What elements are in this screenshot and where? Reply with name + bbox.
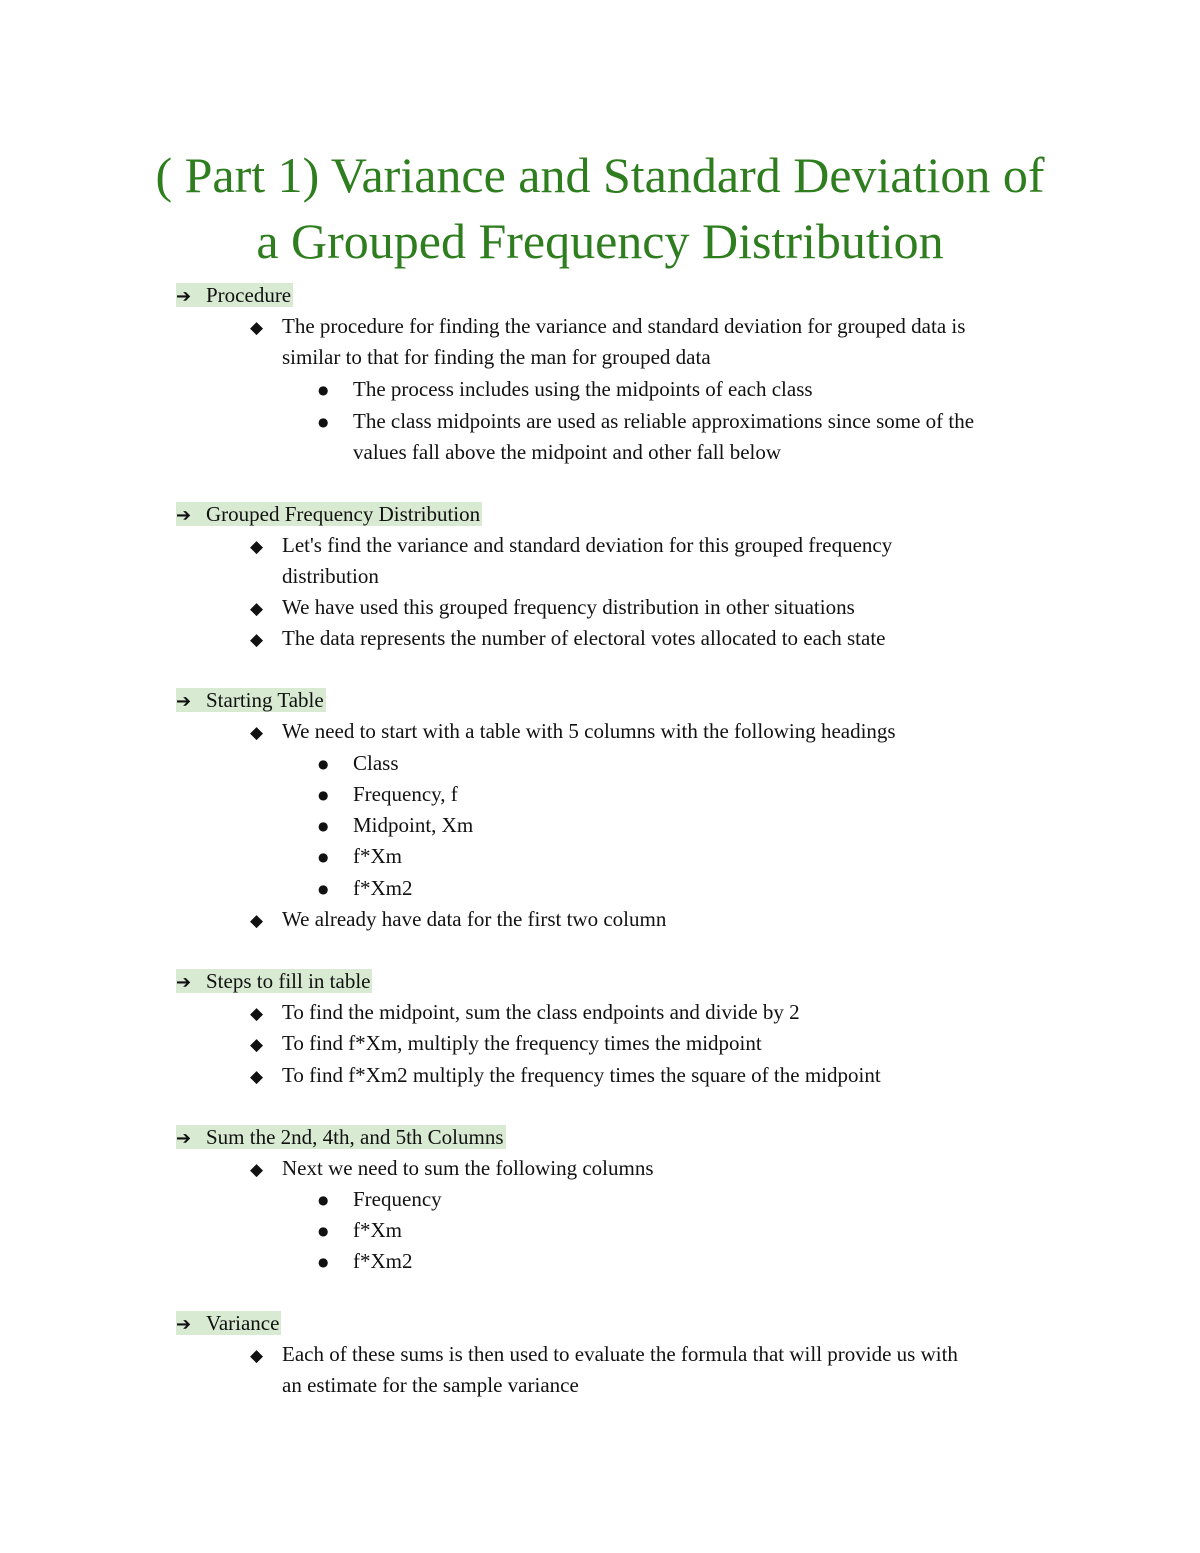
list-item: ◆ The procedure for finding the variance and standard deviation for grouped data is: [250, 311, 965, 344]
dot-bullet-icon: ●: [318, 1193, 329, 1207]
list-item: ◆ We already have data for the first two column: [250, 904, 666, 937]
dot-bullet-icon: ●: [318, 788, 329, 802]
dot-bullet-icon: ●: [318, 819, 329, 833]
diamond-bullet-icon: ◆: [250, 1035, 264, 1055]
title-line-2: a Grouped Frequency Distribution: [256, 213, 944, 269]
heading-starting-table: ➔ Starting Table: [176, 685, 326, 717]
dot-bullet-icon: ●: [318, 882, 329, 896]
list-item: ◆ To find the midpoint, sum the class endpoints and divide by 2: [250, 997, 800, 1030]
dot-bullet-icon: ●: [318, 1255, 329, 1269]
diamond-bullet-icon: ◆: [250, 1067, 264, 1087]
arrow-icon: ➔: [176, 505, 192, 526]
heading-steps: ➔ Steps to fill in table: [176, 966, 372, 998]
heading-sum-columns: ➔ Sum the 2nd, 4th, and 5th Columns: [176, 1122, 506, 1154]
list-item: ◆ To find f*Xm2 multiply the frequency times the square of the midpoint: [250, 1060, 881, 1093]
arrow-icon: ➔: [176, 286, 192, 307]
sub-list-item: ● f*Xm2: [318, 873, 413, 907]
sub-list-item: ● f*Xm: [318, 841, 402, 875]
list-item: ◆ Next we need to sum the following columns: [250, 1153, 654, 1186]
arrow-icon: ➔: [176, 691, 192, 712]
arrow-icon: ➔: [176, 1128, 192, 1149]
page-title: [100, 142, 1100, 274]
sub-list-item: ● Class: [318, 748, 399, 782]
list-item-continuation: similar to that for finding the man for grouped data: [282, 345, 711, 369]
heading-procedure: ➔ Procedure: [176, 280, 293, 312]
list-item: ◆ The data represents the number of electoral votes allocated to each state: [250, 623, 885, 656]
sub-list-item: ● f*Xm: [318, 1215, 402, 1249]
sub-list-item: ● Frequency: [318, 1184, 442, 1218]
title-line-1: ( Part 1) Variance and Standard Deviation of: [155, 147, 1045, 203]
sub-list-item: ● Frequency, f: [318, 779, 458, 813]
diamond-bullet-icon: ◆: [250, 537, 264, 557]
diamond-bullet-icon: ◆: [250, 1346, 264, 1366]
arrow-icon: ➔: [176, 1314, 192, 1335]
arrow-icon: ➔: [176, 972, 192, 993]
diamond-bullet-icon: ◆: [250, 723, 264, 743]
dot-bullet-icon: ●: [318, 757, 329, 771]
list-item: ◆ Let's find the variance and standard deviation for this grouped frequency: [250, 530, 892, 563]
dot-bullet-icon: ●: [318, 1224, 329, 1238]
sub-list-item-continuation: values fall above the midpoint and other fall below: [353, 440, 782, 464]
list-item-continuation: distribution: [282, 564, 379, 588]
diamond-bullet-icon: ◆: [250, 1160, 264, 1180]
heading-grouped-frequency: ➔ Grouped Frequency Distribution: [176, 499, 482, 531]
diamond-bullet-icon: ◆: [250, 599, 264, 619]
heading-variance: ➔ Variance: [176, 1308, 281, 1340]
dot-bullet-icon: ●: [318, 383, 329, 397]
sub-list-item: ● Midpoint, Xm: [318, 810, 473, 844]
list-item-continuation: an estimate for the sample variance: [282, 1373, 579, 1397]
sub-list-item: ● f*Xm2: [318, 1246, 413, 1280]
list-item: ◆ Each of these sums is then used to evaluate the formula that will provide us with: [250, 1339, 958, 1372]
diamond-bullet-icon: ◆: [250, 911, 264, 931]
sub-list-item: ● The class midpoints are used as reliable approximations since some of the: [318, 406, 974, 440]
dot-bullet-icon: ●: [318, 415, 329, 429]
list-item: ◆ We need to start with a table with 5 columns with the following headings: [250, 716, 896, 749]
list-item: ◆ To find f*Xm, multiply the frequency times the midpoint: [250, 1028, 762, 1061]
list-item: ◆ We have used this grouped frequency distribution in other situations: [250, 592, 855, 625]
diamond-bullet-icon: ◆: [250, 318, 264, 338]
diamond-bullet-icon: ◆: [250, 1004, 264, 1024]
diamond-bullet-icon: ◆: [250, 630, 264, 650]
dot-bullet-icon: ●: [318, 850, 329, 864]
sub-list-item: ● The process includes using the midpoints of each class: [318, 374, 813, 408]
